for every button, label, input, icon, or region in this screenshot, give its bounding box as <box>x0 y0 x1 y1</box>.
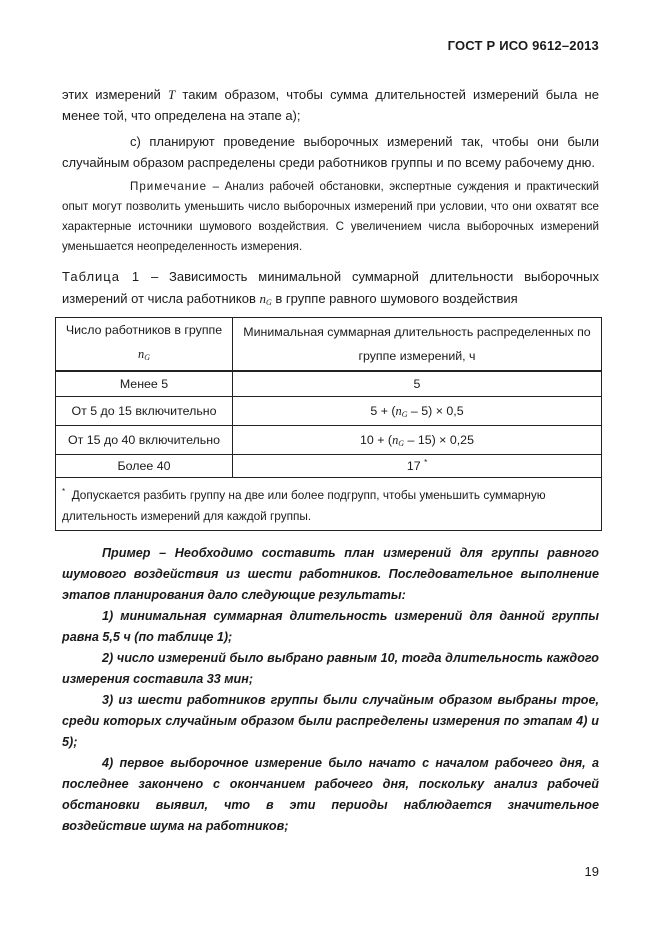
example-item: 1) минимальная суммарная длительность измерений для данной группы равна 5,5 ч (по таблице 1); <box>62 609 599 644</box>
cell-duration: $10 + (n_G - 15) \times 0,25$ <box>233 426 602 455</box>
table-wrapper <box>55 317 602 531</box>
standard-title: ГОСТ Р ИСО 9612–2013 <box>447 38 599 53</box>
cell-duration: $5 + (n_G - 5) \times 0,5$ <box>233 397 602 426</box>
table-caption-post: в группе равного шумового воздействия <box>275 291 518 306</box>
table-footnote-row <box>56 478 602 531</box>
header-min-duration: Минимальная суммарная длительность распределенных по группе измерений, ч <box>233 318 602 372</box>
cell-group: Более 40 <box>56 455 233 478</box>
paragraph-measurements <box>62 84 599 126</box>
example-item: 3) из шести работников группы были случайным образом выбраны трое, среди которых случайным образом были распределены измерения по этапам 4) и 5); <box>62 693 599 749</box>
para1-post: таким образом, чтобы сумма длительностей измерений была не менее той, что определена на этапе а); <box>62 87 599 123</box>
symbol-nG: $n_G$ <box>259 291 272 307</box>
symbol-T: T <box>168 87 176 102</box>
table-row <box>56 397 602 426</box>
cell-duration: 5 <box>233 371 602 397</box>
note-text: – Анализ рабочей обстановки, экспертные суждения и практический опыт могут позволить уменьшить число выборочных измерений при условии, что они охватят все характерные источники шумового воздействия. С увеличением числа выборочных измерений уменьшается неопределенность измерения. <box>62 180 599 253</box>
table-caption-label: Таблица 1 <box>62 269 141 284</box>
cell-group: От 5 до 15 включительно <box>56 397 233 426</box>
table-row <box>56 455 602 478</box>
page-number: 19 <box>584 864 599 879</box>
para2-text: с) планируют проведение выборочных измерений так, чтобы они были случайным образом распределены среди работников группы и по всему рабочему дню. <box>62 134 599 170</box>
header-group-size: Число работников в группе $n_G$ <box>56 318 233 372</box>
cell-group: От 15 до 40 включительно <box>56 426 233 455</box>
example-item: 4) первое выборочное измерение было начато с началом рабочего дня, а последнее закончено с окончанием рабочего дня, поскольку анализ рабочей обстановки выявил, что в эти периоды наблюдается значительное воздействие шума на работников; <box>62 756 599 833</box>
example-block <box>62 543 599 837</box>
table-row <box>56 371 602 397</box>
cell-group: Менее 5 <box>56 371 233 397</box>
note-label: Примечание <box>130 180 208 193</box>
example-item: 2) число измерений было выбрано равным 10, тогда длительность каждого измерения составила 33 мин; <box>62 651 599 686</box>
note-block <box>62 177 599 257</box>
cell-duration: 17 * <box>233 455 602 478</box>
example-intro: Пример – Необходимо составить план измерений для группы равного шумового воздействия из шести работников. Последовательное выполнение этапов планирования дало следующие результаты: <box>62 546 599 602</box>
table-row <box>56 426 602 455</box>
table-footnote: * Допускается разбить группу на две или более подгрупп, чтобы уменьшить суммарную длительность измерений для каждой группы. <box>56 478 602 531</box>
table-caption <box>62 266 599 314</box>
paragraph-item-c <box>62 131 599 173</box>
table-caption-pre: – Зависимость минимальной суммарной длительности выборочных измерений от числа работников <box>62 269 599 306</box>
para1-pre: этих измерений <box>62 87 161 102</box>
table-header-row <box>56 318 602 372</box>
duration-table <box>55 317 602 531</box>
